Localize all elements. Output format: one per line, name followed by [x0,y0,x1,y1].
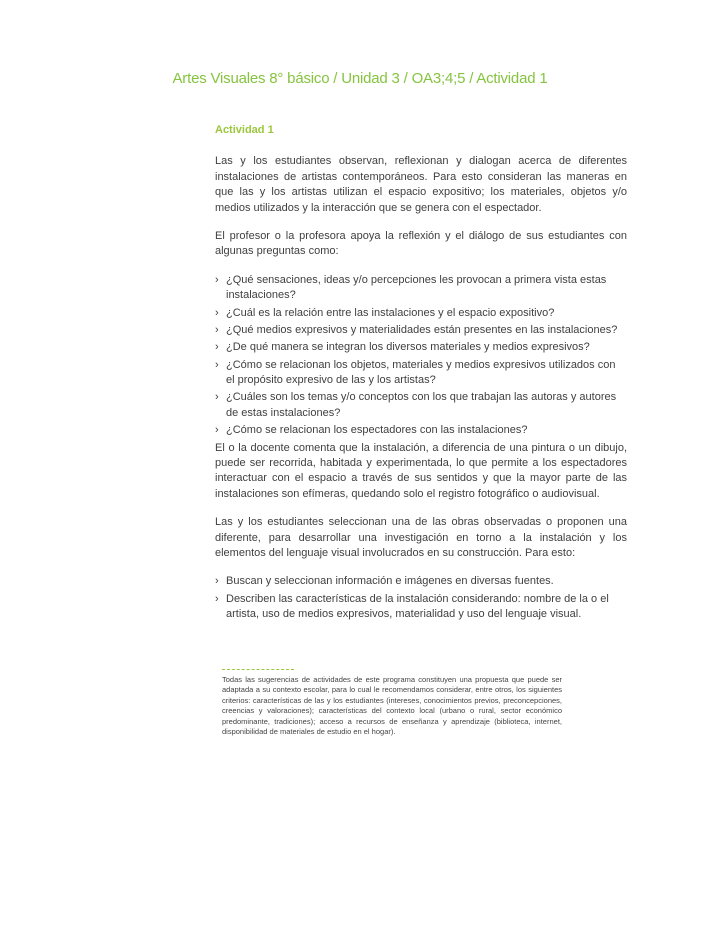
task-text: Buscan y seleccionan información e imágenes en diversas fuentes. [226,575,554,588]
list-item [215,390,627,421]
intro-paragraph: Las y los estudiantes observan, reflexionan y dialogan acerca de diferentes instalaciones de artistas contemporáneos. Para esto consideran las maneras en que las y los artistas utilizan el espacio expositivo; los materiales, objetos y/o medios utilizados y la interacción que se genera con el espectador. [215,155,627,214]
list-item [215,306,627,321]
footnote-text: Todas las sugerencias de actividades de este programa constituyen una propuesta que puede ser adaptada a su contexto escolar, para lo cual le recomendamos considerar, entre otros, los siguientes criterios: características de las y los estudiantes (intereses, conocimientos previos, preconcepciones, creencias y valoraciones); características del contexto local (urbano o rural, sector económico predominante, tradiciones); acceso a recursos de enseñanza y aprendizaje (biblioteca, internet, disponibilidad de materiales de estudio en el hogar). [222,674,562,737]
bullet-icon: › [215,341,219,354]
footnote-divider [222,669,294,670]
list-item [215,592,627,623]
content-block [215,123,627,738]
bullet-icon: › [215,358,219,371]
page-title: Artes Visuales 8° básico / Unidad 3 / OA3;4;5 / Actividad 1 [172,70,548,87]
bullet-icon: › [215,575,219,588]
bullet-icon: › [215,592,219,605]
bullet-icon: › [215,306,219,319]
docente-comment-paragraph: El o la docente comenta que la instalación, a diferencia de una pintura o un dibujo, puede ser recorrida, habitada y experimentada, lo que permite a los espectadores interactuar con el espacio a través de sus sentidos y que la mayor parte de las instalaciones son efímeras, quedando solo el registro fotográfico o audiovisual. [215,441,627,500]
list-item [215,340,627,355]
list-item [215,273,627,304]
question-text: ¿De qué manera se integran los diversos materiales y medios expresivos? [226,341,590,354]
bullet-icon: › [215,424,219,437]
footnote [222,669,562,738]
list-item [215,574,627,589]
question-text: ¿Qué medios expresivos y materialidades están presentes en las instalaciones? [226,323,618,336]
question-text: ¿Cómo se relacionan los espectadores con las instalaciones? [226,424,528,437]
activity-heading: Actividad 1 [215,124,274,136]
bullet-icon: › [215,273,219,286]
question-text: ¿Cómo se relacionan los objetos, materiales y medios expresivos utilizados con el propósito expresivo de las y los artistas? [226,358,616,387]
list-item [215,323,627,338]
task-text: Describen las características de la instalación considerando: nombre de la o el artista, uso de medios expresivos, materialidad y uso del lenguaje visual. [226,592,609,621]
question-text: ¿Cuál es la relación entre las instalaciones y el espacio expositivo? [226,306,555,319]
bullet-icon: › [215,391,219,404]
question-text: ¿Qué sensaciones, ideas y/o percepciones les provocan a primera vista estas instalaciones? [226,273,607,302]
bullet-icon: › [215,323,219,336]
questions-list [215,273,627,439]
question-text: ¿Cuáles son los temas y/o conceptos con los que trabajan las autoras y autores de estas instalaciones? [226,391,617,419]
list-item [215,423,627,438]
teacher-lead-paragraph: El profesor o la profesora apoya la reflexión y el diálogo de sus estudiantes con algunas preguntas como: [215,229,627,258]
tasks-list [215,574,627,622]
list-item [215,358,627,389]
selection-lead-paragraph: Las y los estudiantes seleccionan una de las obras observadas o proponen una diferente, para desarrollar una investigación en torno a la instalación y los elementos del lenguaje visual involucrados en su construcción. Para esto: [215,516,627,559]
